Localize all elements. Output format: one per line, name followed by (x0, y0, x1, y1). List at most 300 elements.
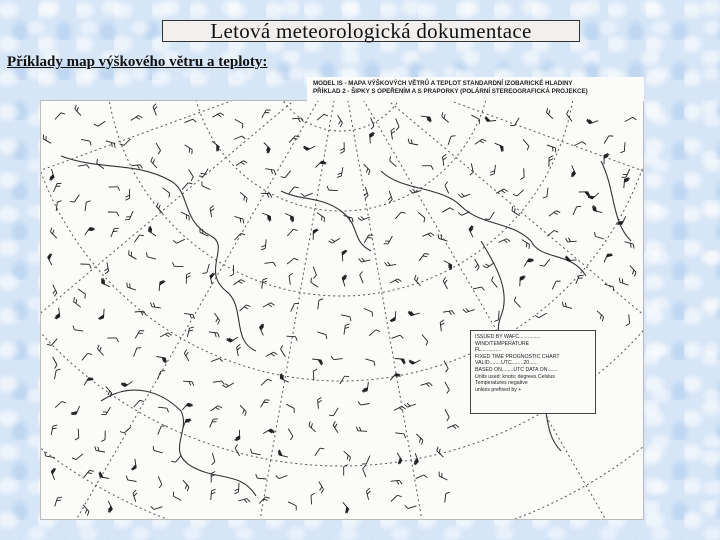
wind-barb (47, 169, 55, 181)
wind-barb (303, 142, 315, 151)
wind-barb (545, 108, 556, 119)
wind-barb (250, 449, 262, 455)
wind-barb (152, 143, 161, 154)
wind-barb (390, 311, 396, 322)
wind-barb (623, 242, 635, 249)
wind-barb (392, 335, 404, 343)
wind-barb (391, 128, 397, 140)
wind-barb (620, 142, 625, 153)
wind-barb (485, 210, 494, 221)
wind-barb (359, 272, 367, 284)
legend-line: FL.............. (475, 347, 502, 354)
wind-barb (55, 400, 66, 410)
wind-barb (155, 203, 165, 214)
chart-legend-box (470, 330, 596, 414)
wind-barb (266, 351, 278, 360)
wind-barb (183, 381, 194, 386)
wind-barb (394, 359, 405, 365)
wind-barb (187, 326, 193, 338)
wind-barb (565, 255, 576, 261)
wind-barb (234, 135, 246, 143)
wind-barb (574, 141, 586, 149)
wind-barb (160, 188, 171, 198)
wind-barb (109, 187, 120, 191)
wind-barb (301, 189, 313, 197)
wind-barb (331, 355, 342, 360)
wind-barb (490, 164, 495, 175)
slide-title: Letová meteorologická dokumentace (162, 20, 580, 42)
wind-barb (150, 157, 160, 168)
wind-barb (419, 335, 429, 346)
wind-barb (520, 139, 530, 150)
wind-barb (209, 141, 221, 152)
wind-barb (468, 225, 477, 237)
wind-barb (493, 143, 505, 152)
wind-barb (240, 304, 251, 314)
wind-barb (327, 186, 338, 191)
wind-barb (260, 213, 272, 222)
meridian-line (41, 101, 341, 520)
wind-barb (183, 350, 192, 361)
wind-barb (158, 424, 166, 436)
wind-barb (158, 407, 169, 412)
wind-barb (395, 211, 405, 222)
wind-barb (385, 260, 397, 266)
wind-barb (125, 283, 137, 291)
wind-barb (145, 252, 157, 259)
wind-barb (82, 352, 92, 363)
wind-barb (604, 134, 613, 145)
wind-barb (370, 132, 376, 143)
wind-barb (185, 118, 197, 126)
wind-barb (344, 324, 349, 335)
slide-subtitle: Příklady map výškového větru a teploty: (7, 54, 268, 70)
wind-barb (208, 332, 219, 337)
wind-barb (390, 372, 401, 384)
wind-barb (51, 468, 60, 480)
wind-barb (262, 108, 271, 120)
wind-barb (49, 285, 58, 297)
wind-barb (183, 418, 192, 430)
wind-barb (416, 474, 428, 482)
wind-barb (463, 306, 475, 313)
wind-barb (524, 257, 534, 269)
wind-barb (442, 207, 454, 216)
chart-header-line2: PŘÍKLAD 2 - ŠIPKY S OPEŘENÍM A S PRAPORKY (POLÁRNÍ STEREOGRAFICKÁ PROJEKCE) (313, 88, 588, 95)
legend-line: VALID........UTC........20...... (475, 360, 538, 367)
wind-barb (604, 252, 613, 264)
wind-barb (185, 169, 194, 180)
wind-barb (71, 404, 80, 416)
wind-barb (234, 483, 239, 494)
wind-barb (49, 357, 58, 369)
wind-barb (237, 405, 248, 416)
wind-barb (281, 168, 291, 179)
wind-barb (108, 212, 119, 216)
wind-barb (498, 238, 510, 246)
wind-barb (287, 257, 298, 267)
wind-barb (233, 119, 245, 128)
wind-barb (317, 397, 322, 408)
wind-barb (604, 153, 609, 164)
wind-barb (85, 200, 90, 211)
wind-barb (80, 505, 90, 516)
wind-barb (316, 332, 328, 339)
wind-barb (594, 311, 605, 321)
wind-barb (200, 181, 212, 189)
wind-barb (420, 116, 432, 122)
wind-barb (318, 298, 323, 309)
wind-barb (391, 494, 402, 505)
wind-barb (362, 381, 368, 393)
wind-barb (362, 465, 370, 477)
wind-barb (315, 482, 324, 493)
wind-barb (444, 182, 452, 194)
wind-barb (155, 476, 163, 488)
wind-barb (211, 472, 215, 483)
wind-barb (70, 192, 79, 203)
wind-barb (72, 451, 83, 461)
legend-line: BASED ON........UTC DATA ON....... (475, 366, 558, 373)
wind-barb (549, 156, 553, 167)
wind-barb (393, 453, 403, 465)
wind-barb (567, 165, 576, 177)
wind-barb (447, 424, 459, 432)
wind-barb (341, 451, 352, 461)
wind-barb (210, 417, 218, 429)
wind-barb (98, 471, 110, 478)
wind-barb (510, 116, 519, 127)
wind-barb (576, 274, 584, 286)
wind-barb (440, 361, 449, 373)
wind-barb (340, 142, 344, 153)
wind-barb (358, 400, 370, 406)
wind-barb (440, 112, 451, 122)
legend-line: FIXED TIME PROGNOSTIC CHART (475, 353, 560, 360)
wind-barb (279, 345, 288, 356)
wind-barb (405, 502, 417, 509)
wind-barb (445, 492, 450, 503)
wind-barb (435, 447, 446, 457)
wind-barb (561, 302, 573, 309)
wind-barb (255, 474, 266, 479)
wind-barb (494, 311, 499, 322)
wind-barb (362, 454, 370, 466)
wind-barb (210, 206, 216, 218)
wind-barb (442, 154, 447, 165)
wind-barb (593, 232, 605, 239)
wind-barb (94, 446, 105, 452)
wind-barb (471, 259, 480, 271)
wind-barb (261, 239, 266, 250)
wind-barb (618, 278, 630, 286)
wind-barb (182, 402, 193, 414)
wind-barb (47, 336, 57, 347)
wind-barb (261, 193, 272, 197)
wind-barb (394, 405, 406, 414)
wind-barb (441, 409, 450, 421)
wind-barb (260, 143, 271, 154)
wind-barb (485, 116, 496, 122)
wind-barb (441, 382, 450, 394)
wind-barb (152, 446, 164, 453)
wind-barb (56, 200, 61, 211)
wind-barb (339, 502, 350, 514)
wind-barb (366, 488, 373, 500)
wind-barb (126, 189, 130, 200)
wind-barb (265, 169, 276, 175)
wind-barb (316, 160, 327, 171)
wind-barb (442, 277, 451, 289)
wind-barb (233, 216, 245, 223)
wind-barb (407, 139, 419, 145)
wind-barb (384, 234, 393, 246)
wind-barb (313, 369, 318, 380)
wind-barb (72, 297, 83, 307)
wind-barb (414, 434, 425, 445)
legend-line: unless prefixed by + (475, 386, 522, 393)
coastline (601, 161, 631, 241)
wind-barb (54, 182, 62, 194)
wind-barb (513, 187, 524, 197)
wind-barb (546, 145, 558, 153)
wind-barb (134, 346, 142, 358)
wind-barb (171, 453, 181, 464)
wind-barb (182, 145, 193, 154)
wind-barb (236, 160, 247, 169)
wind-barb (76, 289, 87, 299)
latitude-circle (191, 101, 491, 211)
wind-barb (359, 256, 371, 263)
wind-barb (238, 192, 249, 202)
wind-barb (94, 118, 105, 127)
wind-barb (55, 496, 62, 508)
wind-barb (134, 233, 144, 244)
wind-barb (98, 309, 104, 320)
wind-barb (520, 275, 526, 286)
wind-barb (80, 264, 91, 268)
wind-barb (84, 469, 94, 480)
wind-barb (101, 405, 110, 416)
wind-barb (263, 302, 275, 311)
wind-barb (552, 279, 560, 291)
legend-line: WIND/TEMPERATURE (475, 340, 530, 347)
wind-barb (186, 273, 190, 284)
wind-barb (385, 191, 393, 203)
wind-barb (289, 273, 294, 284)
wind-barb (78, 164, 90, 170)
wind-barb (543, 187, 548, 198)
wind-barb (277, 450, 289, 458)
wind-barb (261, 378, 272, 388)
wind-barb (103, 262, 109, 274)
wind-barb (342, 274, 350, 286)
wind-barb (549, 209, 560, 219)
wind-barb (107, 338, 118, 342)
wind-barb (415, 212, 426, 222)
wind-barb (520, 168, 525, 179)
wind-barb (74, 429, 79, 440)
wind-barb (337, 167, 343, 179)
wind-barb (47, 253, 56, 265)
wind-barb (513, 297, 523, 308)
wind-barb (264, 262, 275, 267)
wind-barb (520, 240, 531, 249)
wind-barb (150, 302, 161, 307)
wind-barb (312, 359, 324, 365)
wind-barb (156, 357, 168, 364)
wind-barb (422, 232, 434, 240)
wind-barb (404, 400, 416, 408)
wind-barb (126, 476, 138, 482)
legend-line: Units used: knots; degrees Celsius (475, 373, 555, 380)
wind-barb (408, 308, 420, 316)
wind-barb (151, 503, 163, 510)
wind-barb (592, 205, 604, 213)
meridian-line (341, 101, 644, 511)
wind-barb (573, 205, 581, 217)
wind-barb (440, 320, 445, 331)
legend-line: ISSUED BY WAFC............... (475, 334, 541, 340)
wind-barb (211, 313, 221, 324)
wind-barb (104, 501, 113, 513)
wind-barb (159, 280, 165, 291)
wind-barb (54, 308, 60, 319)
wind-barb (125, 210, 133, 222)
coastline (281, 191, 371, 251)
meridian-line (341, 101, 463, 520)
wind-barb (369, 328, 380, 338)
chart-header (307, 77, 644, 101)
wind-barb (315, 213, 326, 222)
wind-barb (234, 278, 245, 288)
wind-barb (342, 216, 354, 223)
latitude-circle (271, 101, 411, 131)
wind-barb (263, 428, 275, 438)
wind-barb (235, 232, 245, 243)
wind-barb (211, 358, 223, 366)
wind-barb (158, 369, 166, 381)
wind-barb (547, 229, 558, 239)
meridian-line (341, 101, 644, 520)
wind-barb (364, 233, 373, 245)
wind-barb (111, 227, 119, 239)
wind-barb (625, 116, 637, 125)
wind-barb (329, 406, 338, 417)
wind-barb (96, 345, 106, 356)
wind-barb (173, 236, 185, 244)
wind-barb (342, 250, 348, 261)
wind-barb (287, 228, 297, 239)
wind-barb (184, 313, 195, 318)
polar-stereographic-map (41, 101, 644, 520)
wind-barb (458, 190, 470, 198)
wind-barb (317, 113, 328, 123)
wind-barb (101, 431, 105, 442)
wind-barb (73, 105, 84, 116)
wind-barb (172, 262, 183, 266)
wind-barb (160, 332, 172, 341)
wind-barb (261, 398, 270, 409)
wind-barb (496, 188, 508, 197)
wind-barb (475, 138, 486, 148)
wind-barb (625, 314, 630, 325)
wind-barb (356, 427, 367, 432)
wind-barb (284, 404, 296, 413)
wind-barb (510, 206, 521, 215)
wind-barb (80, 139, 92, 145)
wind-barb (72, 326, 83, 331)
wind-barb (259, 323, 268, 335)
wind-barb (236, 344, 242, 356)
wind-barb (211, 489, 216, 500)
wind-barb (627, 266, 637, 277)
wind-barb (285, 429, 294, 440)
wind-barb (408, 356, 420, 365)
wind-barb (313, 229, 318, 240)
wind-barb (328, 235, 339, 244)
wind-barb (443, 310, 455, 316)
wind-barb (259, 495, 270, 506)
wind-barb (152, 104, 160, 116)
wind-barb (315, 447, 324, 458)
coastline (101, 390, 256, 496)
wind-barb (340, 374, 349, 385)
wind-barb (234, 430, 239, 441)
wind-barb (130, 459, 136, 471)
wind-barb (422, 166, 433, 170)
wind-barb (55, 111, 65, 122)
meridian-line (41, 101, 341, 300)
wind-barb (308, 421, 319, 431)
wind-temperature-chart (40, 100, 644, 520)
wind-barb (180, 480, 190, 491)
wind-barb (364, 359, 376, 366)
wind-barb (362, 309, 374, 317)
coastline (61, 156, 256, 351)
wind-barb (421, 382, 433, 389)
wind-barb (127, 250, 139, 259)
wind-barb (105, 141, 117, 148)
wind-barb (361, 164, 372, 175)
wind-barb (283, 214, 295, 223)
wind-barb (603, 284, 615, 291)
wind-barb (55, 368, 61, 380)
wind-barb (49, 228, 60, 239)
wind-barb (120, 424, 131, 434)
wind-barb (467, 163, 473, 175)
wind-barb (209, 453, 216, 465)
wind-barb (172, 492, 184, 501)
wind-barb (229, 265, 233, 276)
latitude-circle (41, 101, 644, 520)
wind-barb (490, 276, 500, 287)
wind-barb (413, 275, 423, 286)
wind-barb (419, 252, 429, 263)
wind-barb (388, 156, 399, 166)
wind-barb (51, 424, 57, 436)
wind-barb (132, 490, 139, 502)
wind-barb (437, 472, 449, 480)
wind-barb (390, 278, 402, 287)
wind-barb (437, 234, 449, 241)
wind-barb (42, 134, 54, 143)
wind-barb (199, 167, 208, 178)
wind-barb (135, 311, 146, 316)
wind-barb (586, 116, 598, 124)
wind-barb (135, 329, 144, 341)
wind-barb (309, 278, 320, 287)
